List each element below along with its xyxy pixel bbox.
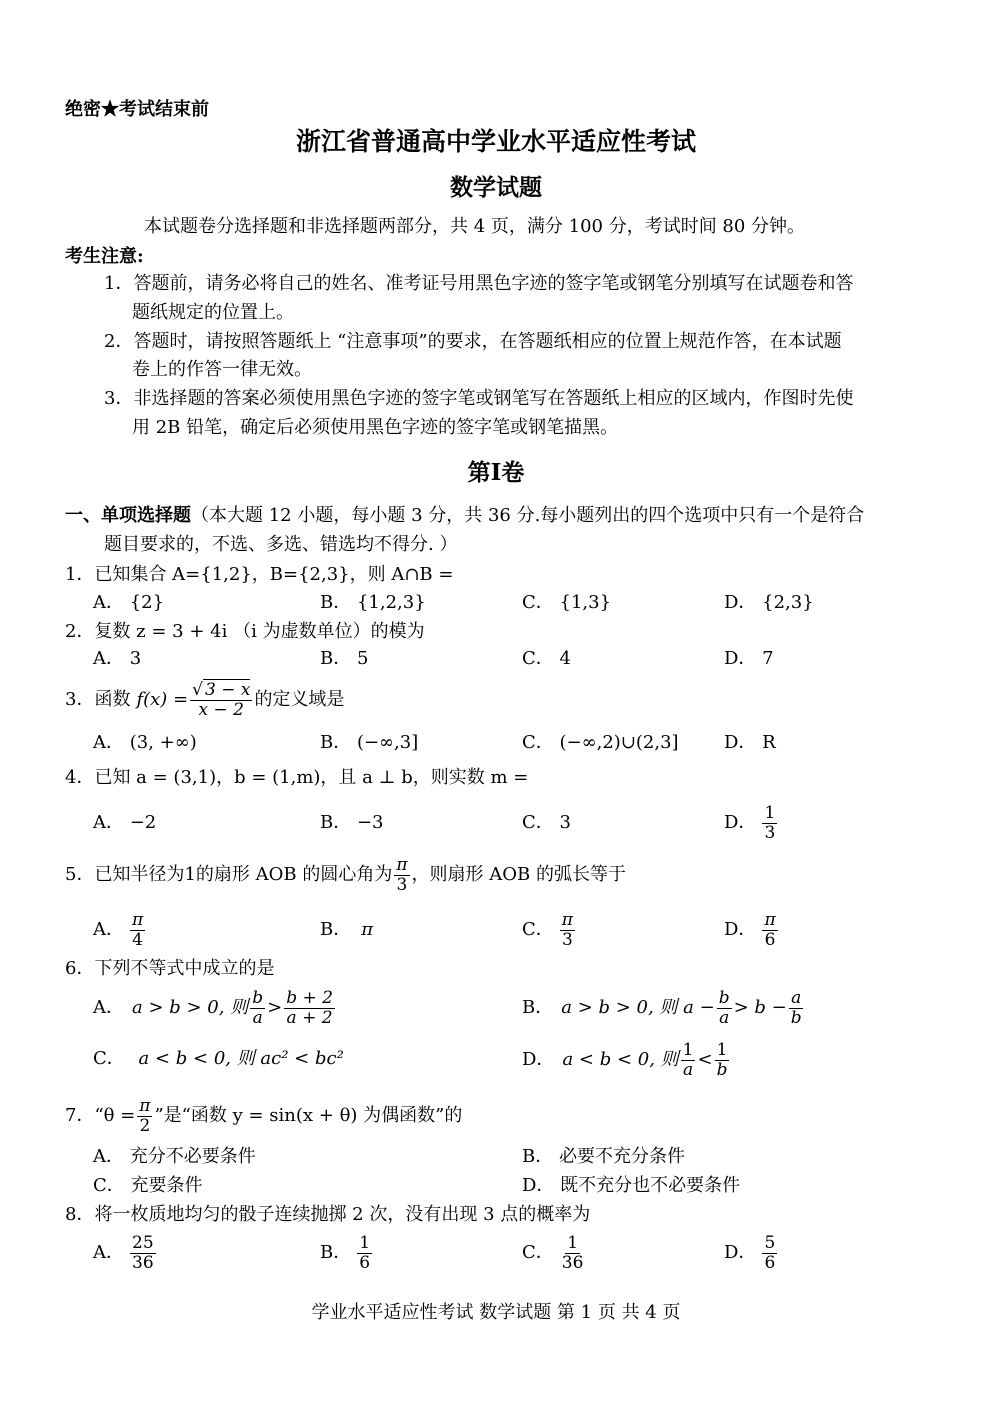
q8-option-d-fraction: $\frac{5}{6}$: [764, 1232, 776, 1273]
q6-option-d-frac1: $\frac{1}{a}$: [682, 1039, 694, 1080]
q6-option-a: A． a > b > 0, 则 $\frac{b}{a}$ > $\frac{b + 2}{a + 2}$: [93, 987, 333, 1028]
q8-stem: 8．将一枚质地均匀的骰子连续抛掷 2 次，没有出现 3 点的概率为: [65, 1204, 591, 1225]
q2-stem: 2．复数 z = 3 + 4i （i 为虚数单位）的模为: [65, 621, 425, 642]
q5-option-c: C． $\frac{\pi}{3}$: [522, 909, 573, 950]
notice-item-2: 2．答题时，请按照答题纸上 “注意事项”的要求，在答题纸相应的位置上规范作答，在本试题: [104, 331, 842, 352]
q8-option-b: B． $\frac{1}{6}$: [320, 1232, 371, 1273]
section-desc: （本大题 12 小题，每小题 3 分，共 36 分.每小题列出的四个选项中只有一个是符合: [191, 505, 865, 526]
section-header: [65, 505, 864, 527]
q1-option-d: D． {2,3}: [724, 592, 814, 613]
notice-item-1: 1．答题前，请务必将自己的姓名、准考证号用黑色字迹的签字笔或钢笔分别填写在试题卷和答: [104, 273, 854, 294]
q4-option-b: B． −3: [320, 812, 384, 833]
q4-option-c: C． 3: [522, 812, 571, 833]
q7-stem: [65, 1093, 462, 1139]
q6-option-b: B． a > b > 0, 则 a − $\frac{b}{a}$ > b − $\frac{a}{b}$: [522, 987, 802, 1028]
q6-stem: 6．下列不等式中成立的是: [65, 958, 275, 979]
secret-label: 绝密★考试结束前: [65, 99, 209, 120]
section-title: 一、单项选择题: [65, 505, 191, 526]
q5-option-a: A． $\frac{\pi}{4}$: [93, 909, 144, 950]
q8-option-a-fraction: $\frac{25}{36}$: [132, 1232, 154, 1273]
q5-pre: 5．已知半径为1的扇形 AOB 的圆心角为: [65, 864, 393, 885]
q3-option-b: B． (−∞,3]: [320, 732, 419, 753]
q7-option-b: B． 必要不充分条件: [522, 1146, 685, 1167]
q5-stem: [65, 852, 626, 898]
q1-option-c: C． {1,3}: [522, 592, 612, 613]
q8-option-d: D． $\frac{5}{6}$: [724, 1232, 776, 1273]
q1-option-a: A． {2}: [93, 592, 165, 613]
exam-subtitle: 数学试题: [450, 174, 542, 201]
q7-fraction: $\frac{\pi}{2}$: [139, 1095, 151, 1136]
q5-option-b: B． π: [320, 919, 374, 940]
q4-option-d: D． $\frac{1}{3}$: [724, 802, 776, 843]
q8-option-a: A． $\frac{25}{36}$: [93, 1232, 154, 1273]
q1-stem: 1．已知集合 A={1,2}，B={2,3}，则 A∩B =: [65, 564, 454, 585]
q6-option-b-frac2: $\frac{a}{b}$: [790, 987, 802, 1028]
q3-fraction-numerator: √ 3 − x: [192, 679, 251, 700]
q7-pre: 7．“θ =: [65, 1105, 136, 1126]
q4-option-d-fraction: $\frac{1}{3}$: [764, 802, 776, 843]
q7-post: ”是“函数 y = sin(x + θ) 为偶函数”的: [154, 1105, 463, 1126]
q3-option-a: A． (3, +∞): [93, 732, 197, 753]
notice-item-2-cont: 卷上的作答一律无效。: [132, 359, 312, 380]
q5-post: ，则扇形 AOB 的弧长等于: [411, 864, 626, 885]
volume-heading: 第Ⅰ卷: [467, 459, 525, 486]
q3-option-c: C． (−∞,2)∪(2,3]: [522, 732, 679, 753]
q6-option-a-frac1: $\frac{b}{a}$: [252, 987, 264, 1028]
section-desc-cont: 题目要求的，不选、多选、错选均不得分. ）: [104, 534, 458, 555]
q3-fraction: [190, 679, 252, 720]
q7-option-a: A． 充分不必要条件: [93, 1146, 256, 1167]
q8-option-b-fraction: $\frac{1}{6}$: [359, 1232, 371, 1273]
q3-tail: 的定义域是: [254, 689, 345, 710]
q5-fraction: $\frac{\pi}{3}$: [396, 854, 408, 895]
q4-option-a: A． −2: [93, 812, 157, 833]
notice-item-3: 3．非选择题的答案必须使用黑色字迹的签字笔或钢笔写在答题纸上相应的区域内，作图时先使: [104, 388, 854, 409]
notice-item-3-cont: 用 2B 铅笔，确定后必须使用黑色字迹的签字笔或钢笔描黑。: [132, 417, 619, 438]
q1-option-b: B． {1,2,3}: [320, 592, 426, 613]
q2-option-c: C． 4: [522, 648, 571, 669]
q3-option-d: D． R: [724, 732, 776, 753]
q3-fraction-denominator: x − 2: [198, 699, 245, 720]
q6-option-c: C． a < b < 0, 则 ac² < bc²: [93, 1048, 344, 1069]
q3-function: f(x) =: [136, 689, 189, 710]
page-footer: 学业水平适应性考试 数学试题 第 1 页 共 4 页: [311, 1302, 681, 1323]
q3-number: 3．函数: [65, 689, 131, 710]
q8-option-c-fraction: $\frac{1}{36}$: [561, 1232, 584, 1273]
q2-option-a: A． 3: [93, 648, 142, 669]
q6-option-a-frac2: $\frac{b + 2}{a + 2}$: [286, 987, 333, 1028]
q2-option-b: B． 5: [320, 648, 369, 669]
q6-option-b-frac1: $\frac{b}{a}$: [718, 987, 730, 1028]
q6-option-d: D． a < b < 0, 则 $\frac{1}{a}$ < $\frac{1}{b}$: [522, 1039, 728, 1080]
q7-option-c: C． 充要条件: [93, 1175, 203, 1196]
q8-option-c: C． $\frac{1}{36}$: [522, 1232, 584, 1273]
q5-option-c-fraction: $\frac{\pi}{3}$: [561, 909, 573, 950]
q5-option-d-fraction: $\frac{\pi}{6}$: [764, 909, 776, 950]
exam-title: 浙江省普通高中学业水平适应性考试: [295, 127, 696, 156]
q5-option-a-fraction: $\frac{\pi}{4}$: [132, 909, 144, 950]
q4-stem: 4．已知 a = (3,1)，b = (1,m)，且 a ⊥ b，则实数 m =: [65, 767, 529, 788]
q2-option-d: D． 7: [724, 648, 774, 669]
q5-option-d: D． $\frac{\pi}{6}$: [724, 909, 776, 950]
notice-item-1-cont: 题纸规定的位置上。: [132, 302, 294, 323]
q3-stem: [65, 675, 344, 725]
notice-heading: 考生注意:: [65, 246, 144, 267]
q6-option-d-frac2: $\frac{1}{b}$: [716, 1039, 728, 1080]
q7-option-d: D． 既不充分也不必要条件: [522, 1175, 741, 1196]
exam-intro: 本试题卷分选择题和非选择题两部分，共 4 页，满分 100 分，考试时间 80 分钟。: [144, 216, 806, 237]
